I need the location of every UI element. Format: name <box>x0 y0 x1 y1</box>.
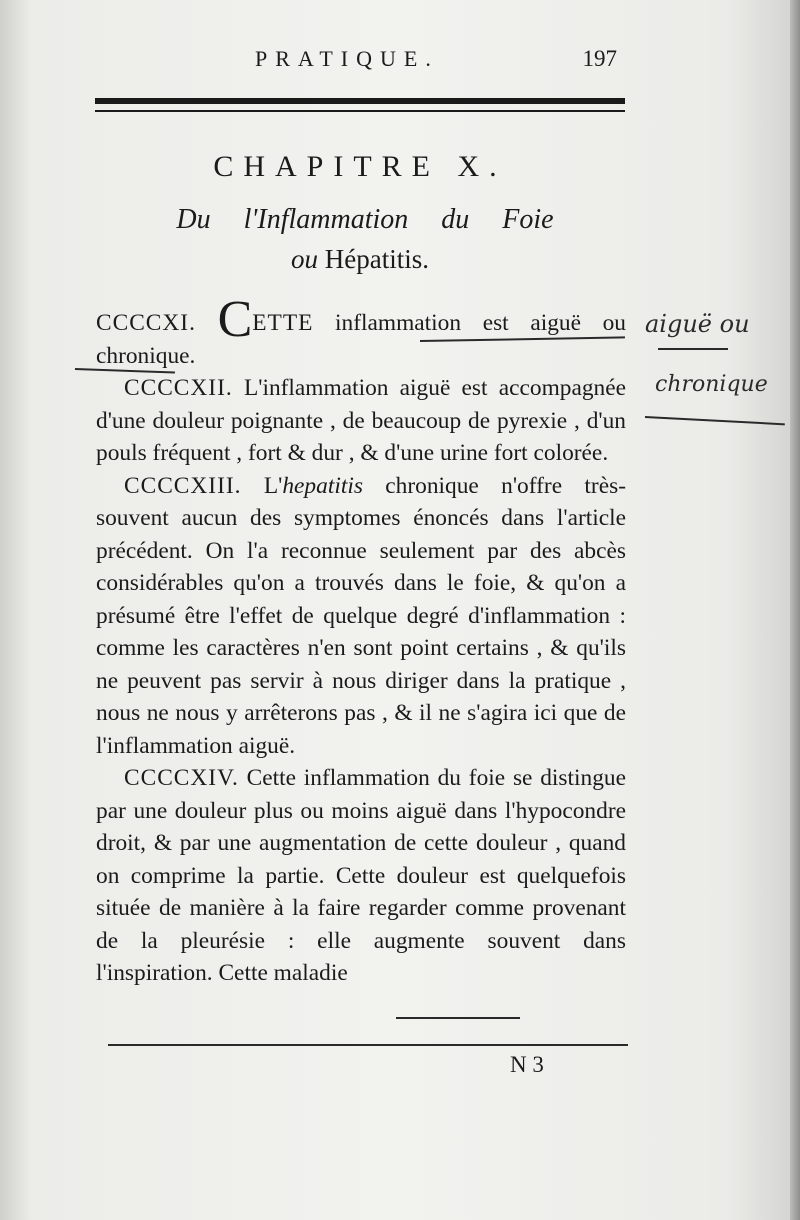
margin-note-line2: chronique <box>655 372 768 397</box>
paragraph-text-lead: L' <box>241 472 283 499</box>
paragraph-number: CCCCXI. <box>96 310 196 336</box>
margin-note-underline <box>658 348 728 350</box>
signature-mark: N 3 <box>510 1052 544 1077</box>
running-head-title: PRATIQUE. <box>255 46 439 71</box>
paragraph-2 <box>96 372 626 470</box>
chapter-title-ou: ou <box>291 244 318 274</box>
page-number: 197 <box>582 46 617 71</box>
handwritten-underline <box>108 1044 628 1046</box>
paragraph-text: inflammation est aiguë ou chronique. <box>96 310 626 369</box>
margin-note-line1: aiguë ou <box>645 310 750 338</box>
page-edge <box>790 0 800 1220</box>
header-rule-thin <box>95 110 625 112</box>
header-rule-thick <box>95 98 625 104</box>
handwritten-underline <box>396 1017 520 1019</box>
chapter-heading: CHAPITRE X. <box>213 150 507 183</box>
running-head <box>95 46 625 76</box>
paragraph-number: CCCCXIV. <box>124 765 239 791</box>
chapter-title-line2 <box>95 244 625 275</box>
paragraph-3 <box>96 470 626 763</box>
paragraph-text: Cette inflammation du foie se distingue par une douleur plus ou moins aiguë dans l'hypocondre droit, & par une augmentation de cette douleur , quand on comprime la partie. Cette douleur est quelquefois située de manière à la faire regarder comme provenant de la pleurésie : elle augmente souvent dans l'inspiration. Cette maladie <box>96 765 626 986</box>
body-text <box>96 291 626 990</box>
chapter-title-line1: Du l'Inflammation du Foie <box>176 204 554 235</box>
paragraph-4 <box>96 762 626 990</box>
paragraph-text: L'inflammation aiguë est accompagnée d'une douleur poignante , de beaucoup de pyrexie , d'un pouls fréquent , fort & dur , & d'une urine fort colorée. <box>96 375 626 466</box>
italic-term: hepatitis <box>282 472 363 499</box>
chapter-title-hepatitis: Hépatitis. <box>324 244 429 274</box>
small-caps-word: ETTE <box>252 310 314 336</box>
paragraph-number: CCCCXIII. <box>124 472 242 499</box>
paragraph-text: chronique n'offre très-souvent aucun des symptomes énoncés dans l'article précédent. On l'a reconnue seulement par des abcès considérables qu'on a trouvés dans le foie, & qu'on a présumé être l'effet de quelque degré d'inflammation : comme les caractères n'en sont point certains , & qu'ils ne peuvent pas servir à nous diriger dans la pratique , nous ne nous y arrêterons pas , & il ne s'agira ici que de l'inflammation aiguë. <box>96 472 626 759</box>
drop-cap: C <box>217 291 253 348</box>
paragraph-number: CCCCXII. <box>124 375 233 401</box>
